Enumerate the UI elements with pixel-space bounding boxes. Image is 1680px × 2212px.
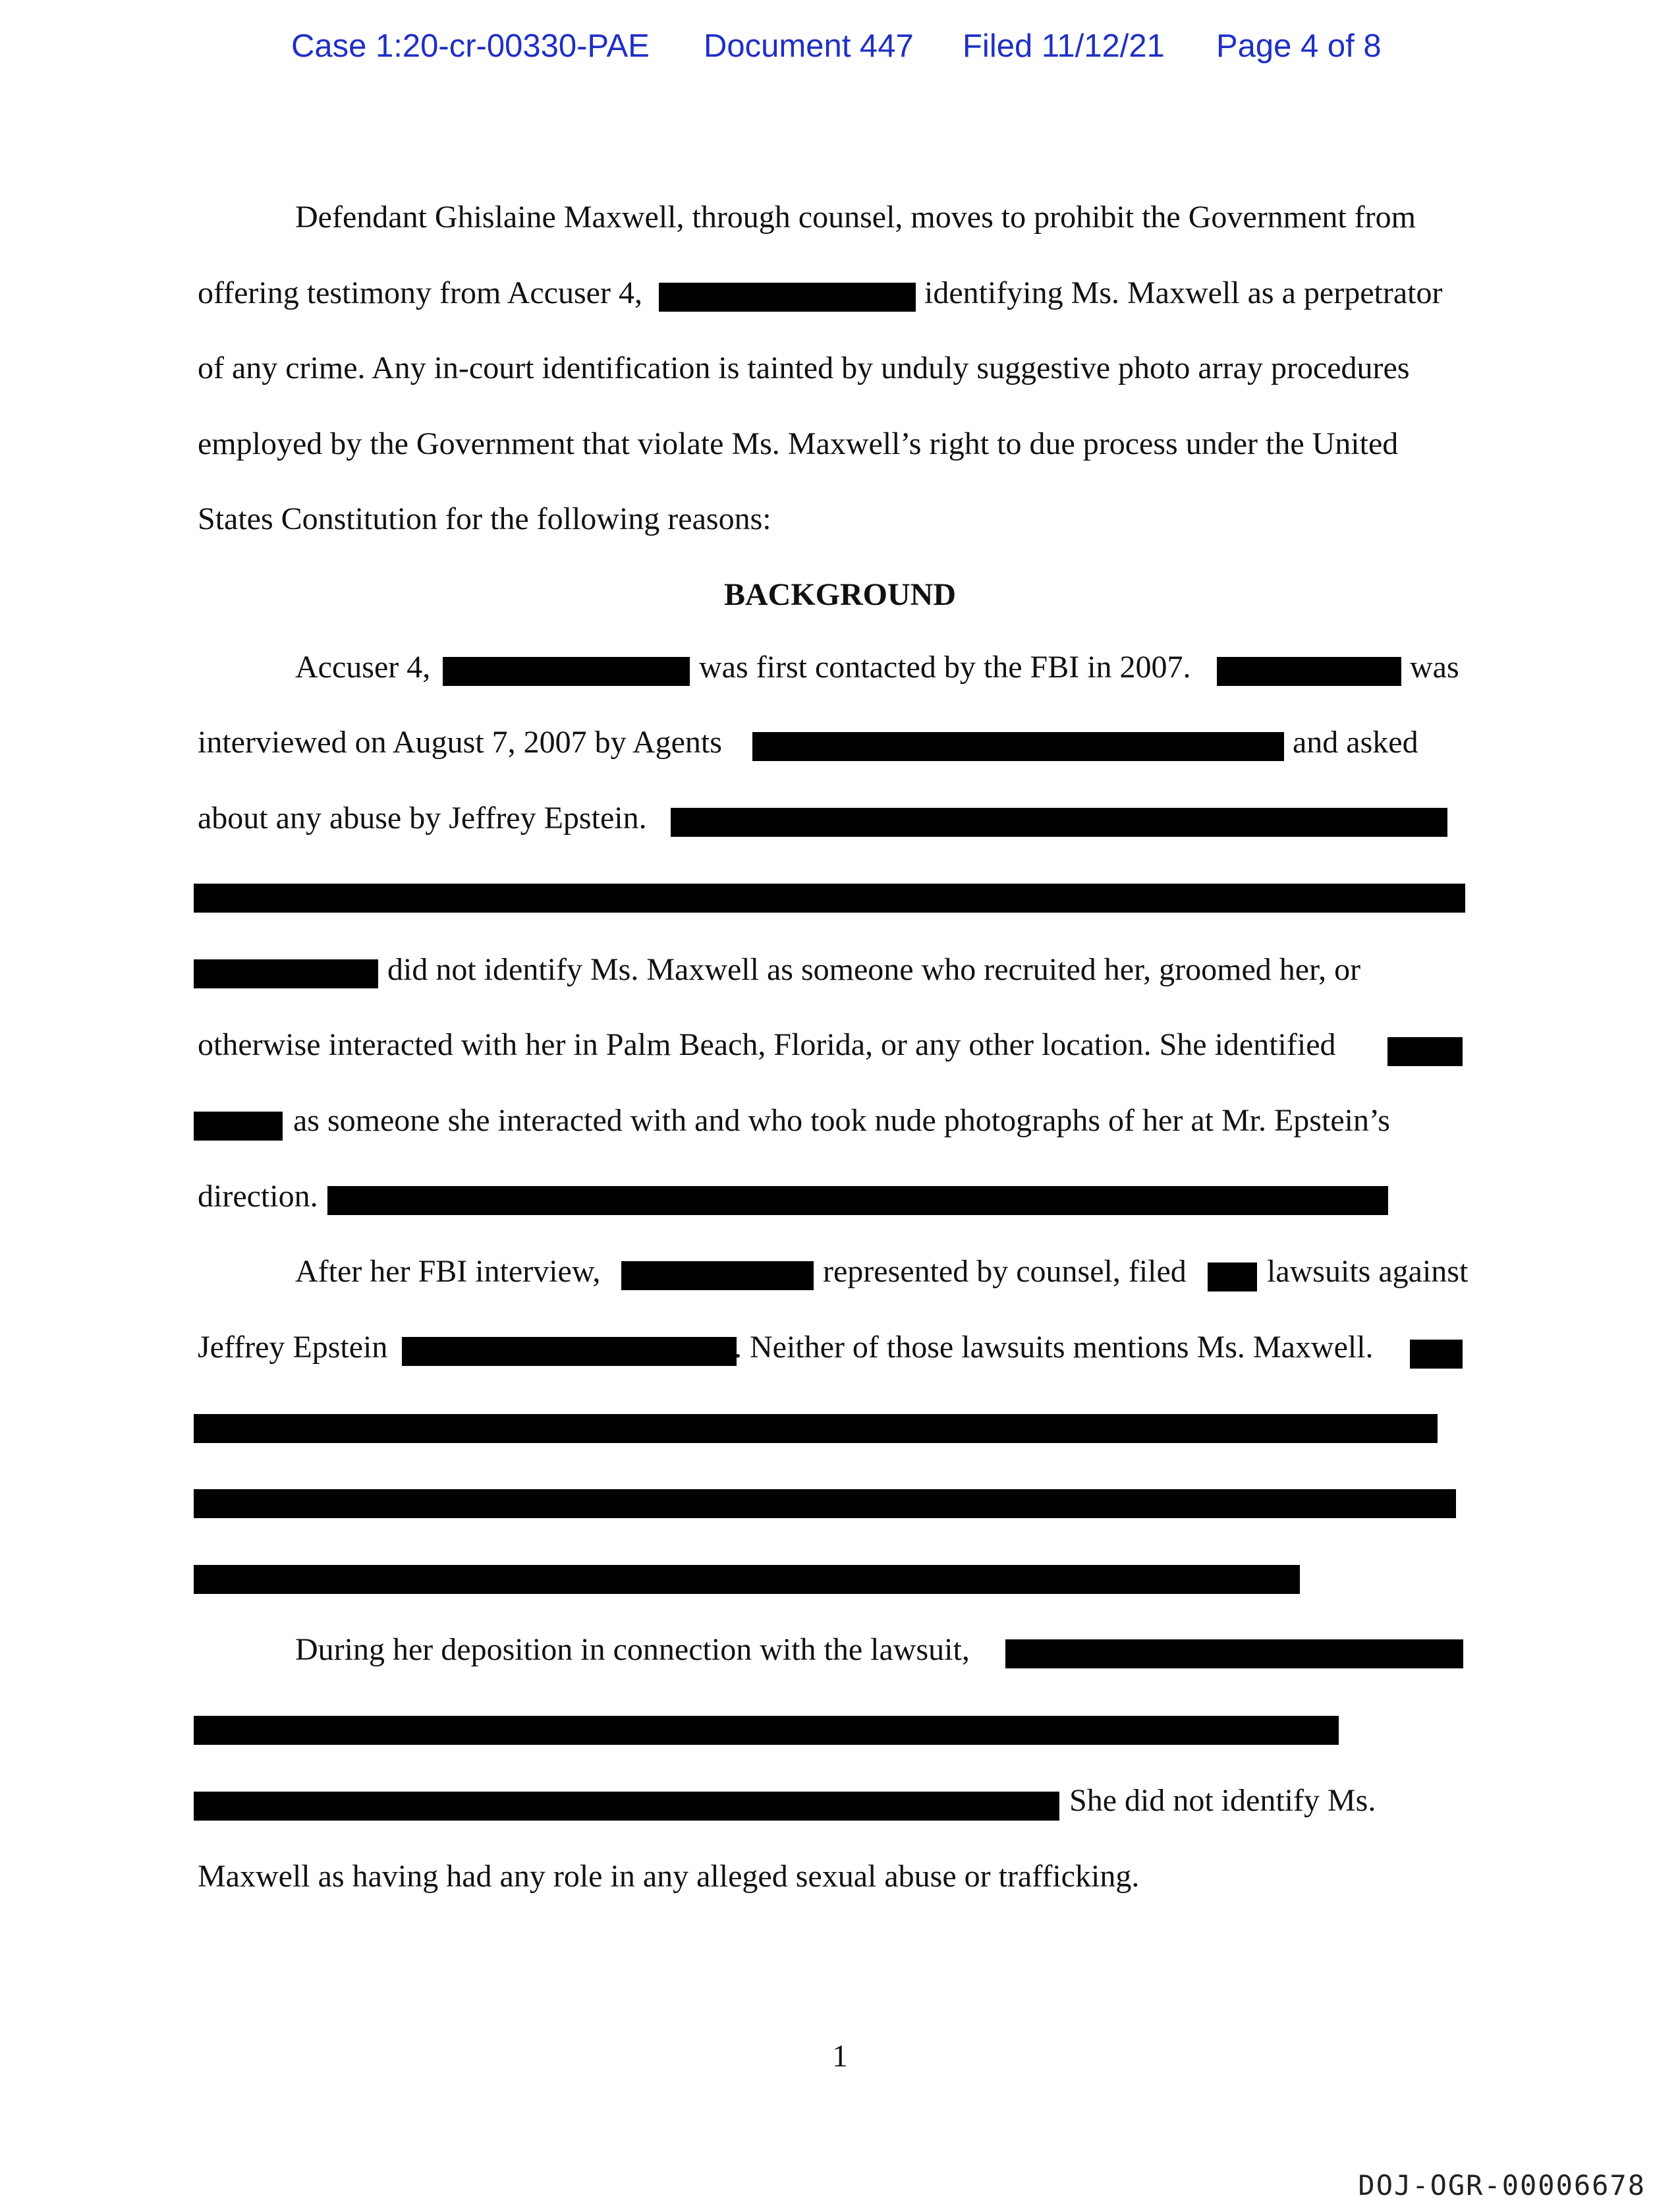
redaction-bar [194, 1792, 1059, 1821]
text: Maxwell as having had any role in any alleged sexual abuse or trafficking. [198, 1859, 1140, 1894]
para2-line-3 [0, 1405, 1680, 1458]
redaction-bar [402, 1337, 737, 1366]
case-number: Case 1:20-cr-00330-PAE [291, 28, 650, 64]
text: otherwise interacted with her in Palm Beach, Florida, or any other location. She identified [198, 1027, 1336, 1062]
redaction-bar [327, 1186, 1388, 1215]
text: was [1410, 650, 1459, 685]
document-number: Document 447 [704, 28, 914, 64]
page-number: 1 [832, 2039, 848, 2074]
text: During her deposition in connection with the lawsuit, [295, 1632, 970, 1667]
para2-line-2 [0, 1329, 1680, 1382]
intro-line-3 [0, 350, 1680, 403]
para3-line-4 [0, 1858, 1680, 1911]
text: of any crime. Any in-court identification is tainted by unduly suggestive photo array procedures [198, 351, 1410, 385]
para1-line-1 [0, 649, 1680, 702]
filed-date: Filed 11/12/21 [963, 28, 1165, 64]
text: identifying Ms. Maxwell as a perpetrator [924, 275, 1443, 310]
page-count: Page 4 of 8 [1216, 28, 1382, 64]
text: and asked [1293, 725, 1418, 760]
section-heading: BACKGROUND [723, 577, 956, 612]
para2-line-1 [0, 1253, 1680, 1306]
text: Accuser 4, [295, 650, 431, 685]
para1-line-2 [0, 724, 1680, 777]
text: offering testimony from Accuser 4, [198, 275, 642, 310]
text: was first contacted by the FBI in 2007. [699, 650, 1191, 685]
redaction-bar [659, 283, 916, 312]
para2-line-4 [0, 1480, 1680, 1533]
text: Jeffrey Epstein [198, 1330, 388, 1365]
para1-line-7 [0, 1102, 1680, 1155]
intro-line-4 [0, 426, 1680, 478]
redaction-bar [671, 808, 1447, 837]
para1-line-5 [0, 951, 1680, 1004]
text: States Constitution for the following reasons: [198, 501, 771, 536]
redaction-bar [194, 884, 1465, 913]
redaction-bar [443, 657, 690, 686]
ecf-header [0, 28, 1680, 74]
text: After her FBI interview, [295, 1254, 601, 1289]
para3-line-3 [0, 1782, 1680, 1835]
text: direction. [198, 1179, 318, 1214]
text: did not identify Ms. Maxwell as someone who recruited her, groomed her, or [387, 952, 1361, 987]
bates-number: DOJ-OGR-00006678 [1358, 2169, 1646, 2201]
redaction-bar [194, 1112, 283, 1141]
text: about any abuse by Jeffrey Epstein. [198, 801, 647, 836]
redaction-bar [194, 1716, 1339, 1745]
text: lawsuits against [1267, 1254, 1469, 1289]
redaction-bar [621, 1261, 814, 1290]
text: . Neither of those lawsuits mentions Ms. Maxwell. [734, 1330, 1374, 1365]
redaction-bar [194, 959, 378, 988]
para1-line-6 [0, 1027, 1680, 1079]
intro-line-1 [0, 199, 1680, 252]
redaction-bar [194, 1565, 1300, 1594]
text: She did not identify Ms. [1069, 1783, 1376, 1818]
intro-line-2 [0, 275, 1680, 327]
para2-line-5 [0, 1556, 1680, 1608]
redaction-bar [194, 1489, 1456, 1518]
redaction-bar [1387, 1037, 1463, 1066]
redaction-bar [1410, 1340, 1463, 1369]
redaction-bar [1005, 1639, 1463, 1668]
intro-line-5 [0, 501, 1680, 553]
para3-line-2 [0, 1707, 1680, 1759]
text: Defendant Ghislaine Maxwell, through counsel, moves to prohibit the Government from [295, 200, 1416, 235]
para1-line-3 [0, 800, 1680, 853]
redaction-bar [1217, 657, 1401, 686]
redaction-bar [752, 732, 1284, 761]
para1-line-8 [0, 1178, 1680, 1231]
text: interviewed on August 7, 2007 by Agents [198, 725, 722, 760]
text: as someone she interacted with and who took nude photographs of her at Mr. Epstein’s [293, 1103, 1390, 1138]
para3-line-1 [0, 1631, 1680, 1684]
text: represented by counsel, filed [823, 1254, 1187, 1289]
para1-line-4 [0, 876, 1680, 928]
redaction-bar [194, 1414, 1438, 1443]
text: employed by the Government that violate Ms. Maxwell’s right to due process under the United [198, 426, 1399, 461]
redaction-bar [1208, 1262, 1257, 1291]
